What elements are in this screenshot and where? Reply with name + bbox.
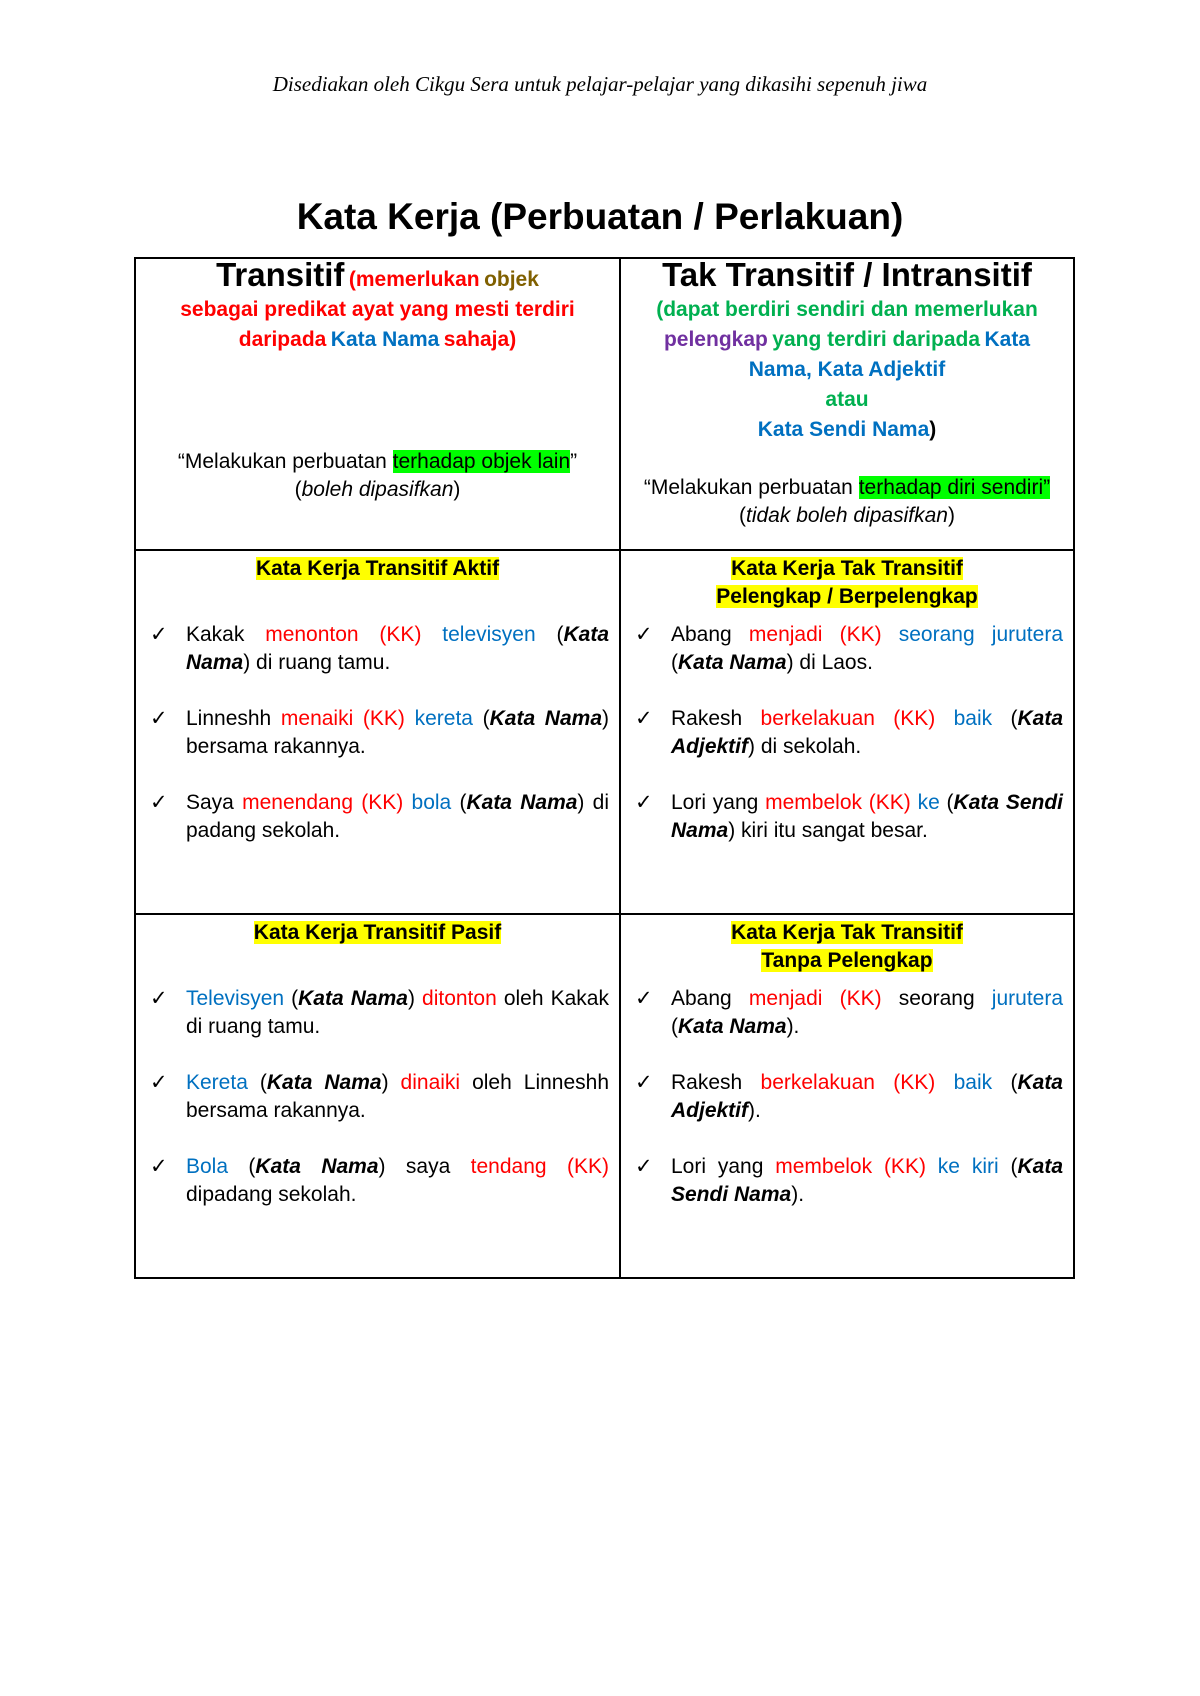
- berpelengkap-cell: [620, 550, 1074, 914]
- list-item: ✓ Lori yang membelok (KK) ke kiri (Kata Sendi Nama).: [635, 1155, 1064, 1206]
- check-icon: ✓: [635, 987, 653, 1010]
- aktif-title: Kata Kerja Transitif Aktif: [255, 557, 500, 580]
- page-header: Disediakan oleh Cikgu Sera untuk pelajar-pelajar yang dikasihi sepenuh jiwa: [272, 72, 928, 96]
- page-title: Kata Kerja (Perbuatan / Perlakuan): [296, 196, 904, 237]
- list-item: ✓ Abang menjadi (KK) seorang jurutera (Kata Nama).: [635, 987, 1063, 1038]
- tak-transitif-heading: Tak Transitif / Intransitif: [662, 256, 1032, 293]
- transitif-cell: Transitif (memerlukan objek sebagai predikat ayat yang mesti terdiri daripada Kata Nama sahaja) “Melakukan perbuatan terhadap objek lain” (boleh dipasifkan): [135, 258, 620, 550]
- aktif-list: [146, 621, 609, 845]
- tanpa-list: [631, 985, 1063, 1209]
- check-icon: ✓: [150, 791, 168, 814]
- list-item: ✓ Linneshh menaiki (KK) kereta (Kata Nama) bersama rakannya.: [150, 707, 609, 758]
- list-item: ✓ Saya menendang (KK) bola (Kata Nama) di padang sekolah.: [150, 791, 609, 842]
- check-icon: ✓: [635, 707, 653, 730]
- check-icon: ✓: [150, 1155, 168, 1178]
- tanpa-title-2: Tanpa Pelengkap: [761, 949, 933, 972]
- list-item: ✓ Kakak menonton (KK) televisyen (Kata Nama) di ruang tamu.: [150, 623, 610, 674]
- check-icon: ✓: [150, 707, 168, 730]
- check-icon: ✓: [150, 987, 168, 1010]
- tanpa-cell: [620, 914, 1074, 1278]
- list-item: ✓ Bola (Kata Nama) saya tendang (KK) dipadang sekolah.: [150, 1155, 609, 1206]
- check-icon: ✓: [150, 623, 168, 646]
- kata-kerja-table: [134, 257, 1075, 1279]
- berpelengkap-title-1: Kata Kerja Tak Transitif: [731, 557, 963, 580]
- tak-transitif-cell: Tak Transitif / Intransitif (dapat berdiri sendiri dan memerlukan pelengkap yang terdiri daripada Kata Nama, Kata Adjektif atau Kata Sendi Nama) “Melakukan perbuatan terhadap diri sendiri” (tidak boleh dipasifkan): [620, 258, 1074, 550]
- pasif-list: [146, 985, 609, 1209]
- list-item: ✓ Abang menjadi (KK) seorang jurutera (Kata Nama) di Laos.: [635, 623, 1063, 674]
- pasif-cell: [135, 914, 620, 1278]
- list-item: ✓ Kereta (Kata Nama) dinaiki oleh Linneshh bersama rakannya.: [150, 1071, 610, 1122]
- check-icon: ✓: [150, 1071, 168, 1094]
- check-icon: ✓: [635, 1071, 653, 1094]
- list-item: ✓ Rakesh berkelakuan (KK) baik (Kata Adjektif).: [635, 1071, 1063, 1122]
- berpelengkap-list: [631, 621, 1063, 845]
- transitif-quote: “Melakukan perbuatan terhadap objek lain” (boleh dipasifkan): [177, 450, 578, 501]
- tak-transitif-quote: “Melakukan perbuatan terhadap diri sendiri” (tidak boleh dipasifkan): [643, 476, 1051, 527]
- tanpa-title-1: Kata Kerja Tak Transitif: [731, 921, 963, 944]
- list-item: ✓ Rakesh berkelakuan (KK) baik (Kata Adjektif) di sekolah.: [635, 707, 1064, 758]
- aktif-cell: [135, 550, 620, 914]
- list-item: ✓ Televisyen (Kata Nama) ditonton oleh Kakak di ruang tamu.: [150, 987, 609, 1038]
- check-icon: ✓: [635, 623, 653, 646]
- check-icon: ✓: [635, 1155, 653, 1178]
- list-item: ✓ Lori yang membelok (KK) ke (Kata Sendi Nama) kiri itu sangat besar.: [635, 791, 1064, 842]
- transitif-heading: Transitif: [216, 256, 345, 293]
- check-icon: ✓: [635, 791, 653, 814]
- pasif-title: Kata Kerja Transitif Pasif: [253, 921, 502, 944]
- berpelengkap-title-2: Pelengkap / Berpelengkap: [716, 585, 978, 608]
